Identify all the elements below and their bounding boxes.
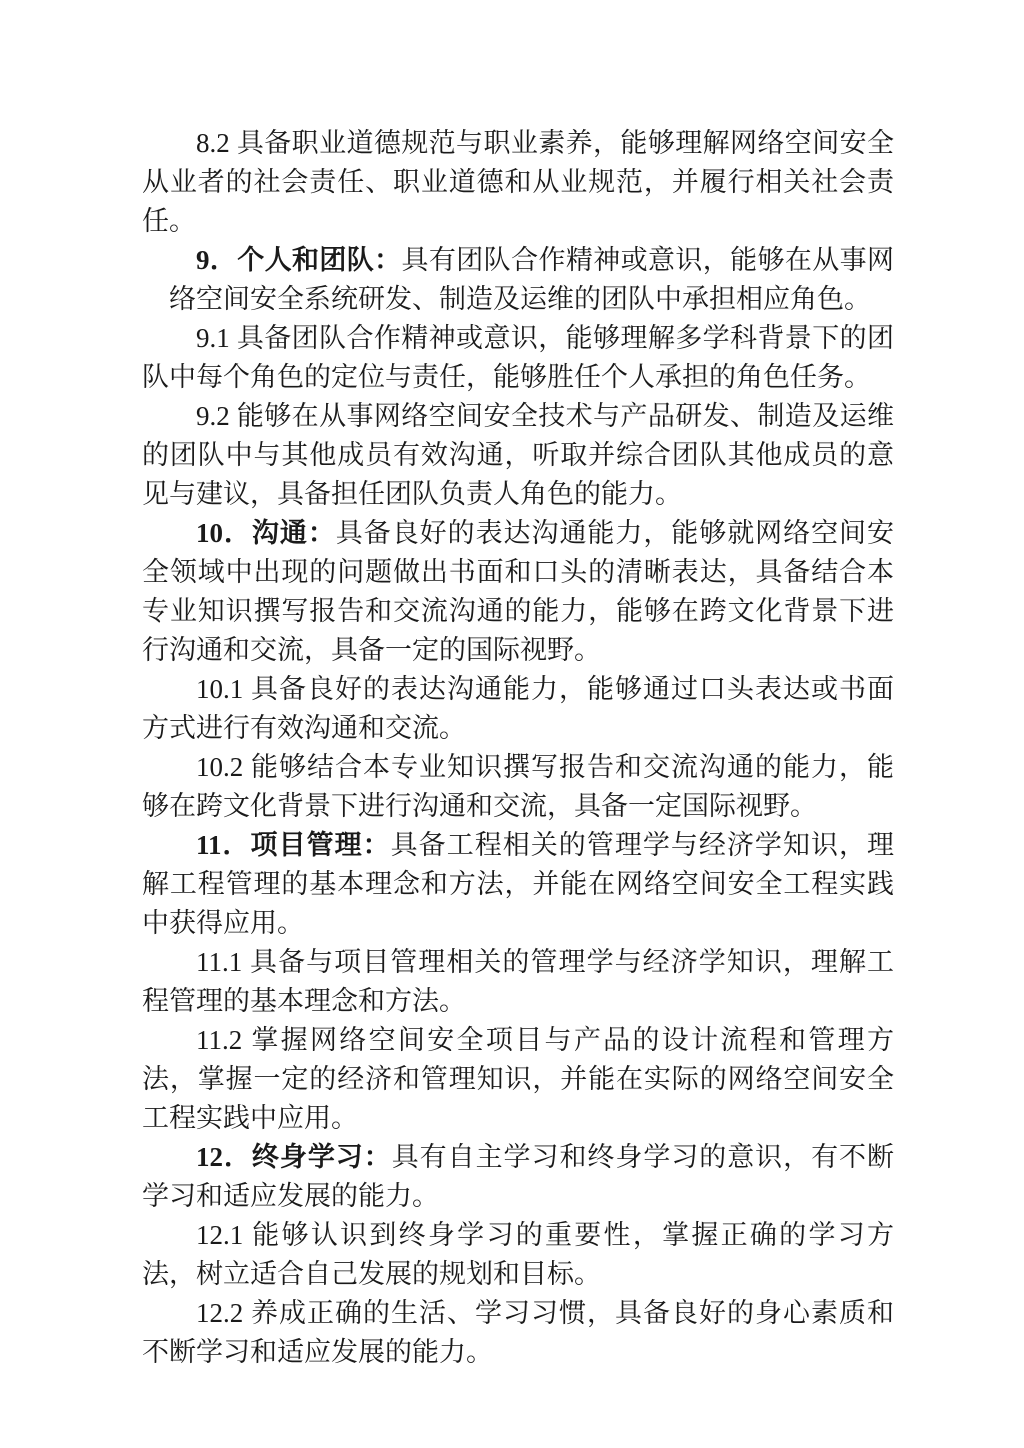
paragraph-heading: 11．项目管理：: [196, 830, 391, 860]
paragraph-text: 9.2 能够在从事网络空间安全技术与产品研发、制造及运维的团队中与其他成员有效沟通，听取并综合团队其他成员的意见与建议，具备担任团队负责人角色的能力。: [142, 401, 894, 509]
paragraph-text: 9.1 具备团队合作精神或意识，能够理解多学科背景下的团队中每个角色的定位与责任，能够胜任个人承担的角色任务。: [142, 323, 894, 392]
paragraph-text: 具有自主学习和终身学习的意识，有不断学习和适应发展的能力。: [142, 1142, 895, 1211]
paragraph-text: 11.2 掌握网络空间安全项目与产品的设计流程和管理方法，掌握一定的经济和管理知识，并能在实际的网络空间安全工程实践中应用。: [142, 1025, 894, 1133]
paragraph-text: 12.1 能够认识到终身学习的重要性，掌握正确的学习方法，树立适合自己发展的规划和目标。: [142, 1220, 894, 1289]
paragraph: [142, 670, 894, 748]
paragraph: [142, 1138, 894, 1216]
paragraph-text: 具备工程相关的管理学与经济学知识，理解工程管理的基本理念和方法，并能在网络空间安全工程实践中获得应用。: [142, 830, 894, 938]
paragraph-text: 8.2 具备职业道德规范与职业素养，能够理解网络空间安全从业者的社会责任、职业道德和从业规范，并履行相关社会责任。: [142, 128, 894, 236]
paragraph-text: 10.1 具备良好的表达沟通能力，能够通过口头表达或书面方式进行有效沟通和交流。: [142, 674, 894, 743]
paragraph-text: 12.2 养成正确的生活、学习习惯，具备良好的身心素质和不断学习和适应发展的能力。: [142, 1298, 894, 1367]
document-content: [142, 124, 894, 1372]
paragraph: [142, 1294, 894, 1372]
paragraph-heading: 10．沟通：: [196, 518, 336, 548]
paragraph: [142, 124, 894, 241]
paragraph-heading: 9．个人和团队：: [196, 245, 402, 275]
paragraph: [142, 943, 894, 1021]
paragraph-text: 具有团队合作精神或意识，能够在从事网络空间安全系统研发、制造及运维的团队中承担相应角色。: [169, 245, 895, 314]
paragraph: [142, 397, 894, 514]
paragraph-heading: 12．终身学习：: [196, 1142, 392, 1172]
paragraph: [142, 1216, 894, 1294]
paragraph: [142, 241, 894, 319]
paragraph: [142, 319, 894, 397]
paragraph-text: 10.2 能够结合本专业知识撰写报告和交流沟通的能力，能够在跨文化背景下进行沟通和交流，具备一定国际视野。: [142, 752, 894, 821]
paragraph: [142, 748, 894, 826]
paragraph: [142, 1021, 894, 1138]
paragraph: [142, 826, 894, 943]
paragraph-text: 11.1 具备与项目管理相关的管理学与经济学知识，理解工程管理的基本理念和方法。: [142, 947, 894, 1016]
paragraph-text: 具备良好的表达沟通能力，能够就网络空间安全领域中出现的问题做出书面和口头的清晰表达，具备结合本专业知识撰写报告和交流沟通的能力，能够在跨文化背景下进行沟通和交流，具备一定的国际视野。: [142, 518, 895, 665]
paragraph: [142, 514, 894, 670]
